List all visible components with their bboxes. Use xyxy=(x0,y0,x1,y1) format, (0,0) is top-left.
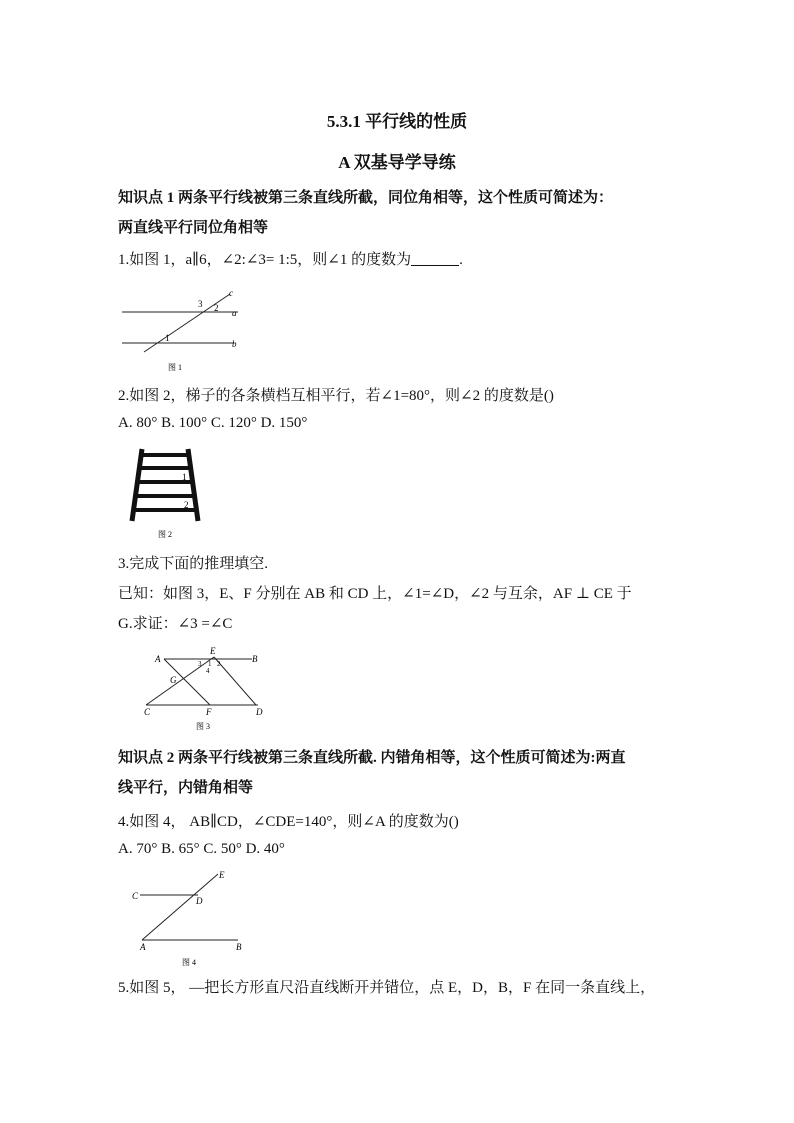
figure-3 xyxy=(140,645,270,735)
fig3-angle-1: 1 xyxy=(208,660,212,668)
fig1-label-a: a xyxy=(232,308,237,318)
fig4-label-C: C xyxy=(132,891,139,901)
question-1 xyxy=(118,248,688,269)
fig3-label-A: A xyxy=(155,654,161,664)
question-3-given: 已知：如图 3，E、F 分别在 AB 和 CD 上，∠1=∠D，∠2 与互余，AF ⊥ CE 于 xyxy=(118,586,632,602)
fig3-label-E: E xyxy=(210,646,216,656)
fig1-caption: 图 1 xyxy=(168,363,182,372)
fig3-label-F: F xyxy=(206,707,212,717)
fig1-angle-2: 2 xyxy=(214,303,219,313)
fig4-label-D: D xyxy=(196,896,203,906)
question-3-prove: G.求证：∠3 =∠C xyxy=(118,616,233,632)
question-3-text: 3.完成下面的推理填空. xyxy=(118,556,269,572)
fig3-angle-3: 3 xyxy=(198,660,202,668)
knowledge-point-2-line2: 线平行，内错角相等 xyxy=(118,780,254,796)
fig3-caption: 图 3 xyxy=(196,722,210,731)
knowledge-point-2-line1: 知识点 2 两条平行线被第三条直线所截. 内错角相等，这个性质可简述为:两直 xyxy=(118,750,626,766)
fig1-label-b: b xyxy=(232,339,237,349)
fig4-label-A: A xyxy=(140,942,146,952)
figure-1 xyxy=(118,286,258,374)
knowledge-point-1-line2: 两直线平行同位角相等 xyxy=(118,220,269,236)
section-subtitle: A 双基导学导练 xyxy=(338,153,456,172)
page-title: 5.3.1 平行线的性质 xyxy=(326,112,468,131)
fig3-angle-2: 2 xyxy=(217,660,221,668)
fig2-caption: 图 2 xyxy=(158,530,172,539)
question-2-options: A. 80° B. 100° C. 120° D. 150° xyxy=(118,415,308,431)
fig4-label-B: B xyxy=(236,942,242,952)
question-4-text: 4.如图 4， AB∥CD，∠CDE=140°，则∠A 的度数为() xyxy=(118,814,459,830)
question-1-text: 1.如图 1，a∥6，∠2:∠3= 1:5，则∠1 的度数为 xyxy=(118,252,412,268)
fig1-angle-1: 1 xyxy=(165,333,170,343)
question-5-text: 5.如图 5， —把长方形直尺沿直线断开并错位，点 E，D，B，F 在同一条直线上， xyxy=(118,980,656,996)
fig1-angle-3: 3 xyxy=(198,299,203,309)
question-2-text: 2.如图 2，梯子的各条横档互相平行，若∠1=80°，则∠2 的度数是() xyxy=(118,388,554,404)
fig2-angle-1: 1 xyxy=(182,472,187,482)
fig3-label-C: C xyxy=(144,707,151,717)
knowledge-point-1-line1: 知识点 1 两条平行线被第三条直线所截，同位角相等，这个性质可简述为： xyxy=(118,190,614,206)
fig2-angle-2: 2 xyxy=(184,500,189,510)
fig4-label-E: E xyxy=(219,870,225,880)
figure-4 xyxy=(126,868,256,968)
question-4-options: A. 70° B. 65° C. 50° D. 40° xyxy=(118,841,285,857)
fig3-label-G: G xyxy=(170,675,177,685)
answer-blank xyxy=(411,251,459,266)
fig1-label-c: c xyxy=(229,288,233,298)
figure-2 xyxy=(126,445,210,541)
fig4-caption: 图 4 xyxy=(182,958,196,967)
fig3-label-D: D xyxy=(256,707,263,717)
question-1-tail: . xyxy=(459,252,463,268)
fig3-label-B: B xyxy=(252,654,258,664)
fig3-angle-4: 4 xyxy=(206,667,210,675)
